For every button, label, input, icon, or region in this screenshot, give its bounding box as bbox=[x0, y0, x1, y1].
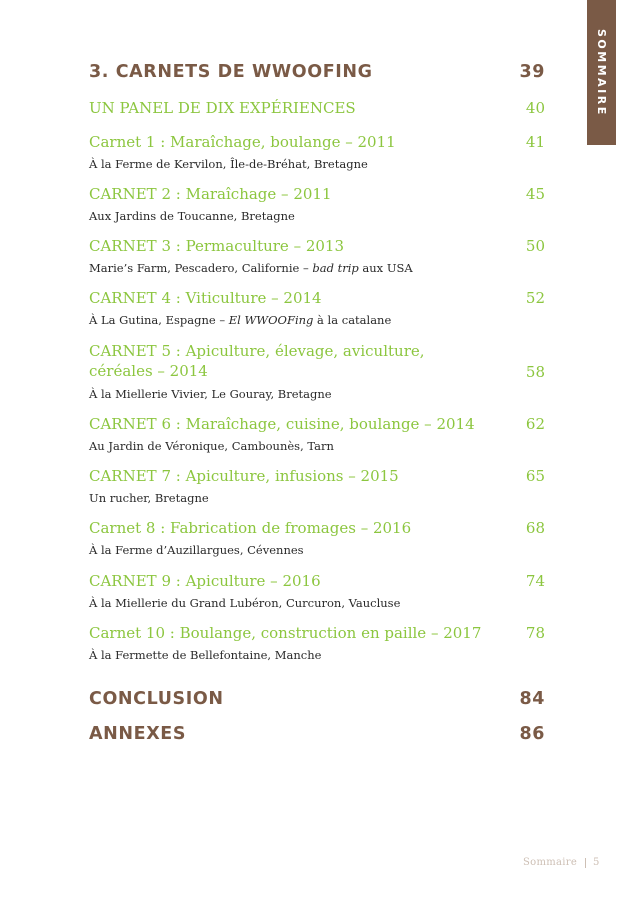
entry-subtitle: Au Jardin de Véronique, Cambounès, Tarn bbox=[89, 439, 334, 453]
panel-page: 40 bbox=[525, 99, 545, 117]
entry-page: 50 bbox=[525, 237, 545, 255]
entry-title: CARNET 4 : Viticulture – 2014 bbox=[89, 289, 322, 307]
entry-title: Carnet 10 : Boulange, construction en paille – 2017 bbox=[89, 624, 482, 642]
toc-section-3[interactable] bbox=[89, 62, 545, 84]
entry-page: 74 bbox=[525, 572, 545, 590]
annexes-page: 86 bbox=[519, 724, 545, 744]
toc-entry[interactable] bbox=[89, 132, 545, 172]
toc-entry[interactable] bbox=[89, 414, 545, 454]
section-page: 39 bbox=[519, 62, 545, 82]
toc-entry[interactable] bbox=[89, 184, 545, 224]
entry-title: Carnet 8 : Fabrication de fromages – 2016 bbox=[89, 519, 412, 537]
entry-page: 58 bbox=[525, 363, 545, 381]
toc-entry[interactable] bbox=[89, 466, 545, 506]
sommaire-side-tab[interactable] bbox=[587, 0, 616, 145]
side-tab-label: SOMMAIRE bbox=[595, 28, 608, 117]
annexes-title: ANNEXES bbox=[89, 724, 187, 744]
footer-page-number: 5 bbox=[593, 857, 600, 868]
entry-page: 65 bbox=[525, 467, 545, 485]
toc-conclusion[interactable] bbox=[89, 689, 545, 711]
entry-subtitle: À La Gutina, Espagne – El WWOOFing à la catalane bbox=[89, 313, 392, 327]
footer-divider bbox=[585, 858, 586, 868]
entry-page: 52 bbox=[525, 289, 545, 307]
toc-entry[interactable] bbox=[89, 341, 545, 403]
toc-panel[interactable] bbox=[89, 98, 545, 118]
entry-subtitle: À la Miellerie du Grand Lubéron, Curcuron, Vaucluse bbox=[89, 596, 401, 610]
conclusion-title: CONCLUSION bbox=[89, 689, 224, 709]
entry-page: 45 bbox=[525, 185, 545, 203]
toc-entry[interactable] bbox=[89, 236, 545, 276]
toc-entry[interactable] bbox=[89, 623, 545, 663]
entry-subtitle: Un rucher, Bretagne bbox=[89, 491, 209, 505]
entry-subtitle: Marie’s Farm, Pescadero, Californie – bad trip aux USA bbox=[89, 261, 413, 275]
entry-title: CARNET 3 : Permaculture – 2013 bbox=[89, 237, 345, 255]
entry-title: CARNET 2 : Maraîchage – 2011 bbox=[89, 185, 332, 203]
toc-entry[interactable] bbox=[89, 518, 545, 558]
entry-title: CARNET 5 : Apiculture, élevage, aviculture, céréales – 2014 bbox=[89, 342, 425, 380]
entry-subtitle: Aux Jardins de Toucanne, Bretagne bbox=[89, 209, 295, 223]
toc-entry[interactable] bbox=[89, 571, 545, 611]
entry-subtitle: À la Ferme d’Auzillargues, Cévennes bbox=[89, 543, 304, 557]
entry-page: 41 bbox=[525, 133, 545, 151]
conclusion-page: 84 bbox=[519, 689, 545, 709]
entry-subtitle: À la Fermette de Bellefontaine, Manche bbox=[89, 648, 322, 662]
panel-title: UN PANEL DE DIX EXPÉRIENCES bbox=[89, 99, 356, 117]
entry-page: 62 bbox=[525, 415, 545, 433]
toc-entry[interactable] bbox=[89, 288, 545, 328]
footer-label: Sommaire bbox=[523, 857, 578, 868]
entry-subtitle: À la Miellerie Vivier, Le Gouray, Bretagne bbox=[89, 387, 332, 401]
entry-title: Carnet 1 : Maraîchage, boulange – 2011 bbox=[89, 133, 396, 151]
entry-title: CARNET 6 : Maraîchage, cuisine, boulange – 2014 bbox=[89, 415, 475, 433]
entry-title: CARNET 9 : Apiculture – 2016 bbox=[89, 572, 321, 590]
toc-annexes[interactable] bbox=[89, 724, 545, 746]
entry-page: 78 bbox=[525, 624, 545, 642]
entry-title: CARNET 7 : Apiculture, infusions – 2015 bbox=[89, 467, 399, 485]
entry-page: 68 bbox=[525, 519, 545, 537]
entry-subtitle: À la Ferme de Kervilon, Île-de-Bréhat, Bretagne bbox=[89, 157, 368, 171]
section-title: 3. CARNETS DE WWOOFING bbox=[89, 62, 373, 82]
